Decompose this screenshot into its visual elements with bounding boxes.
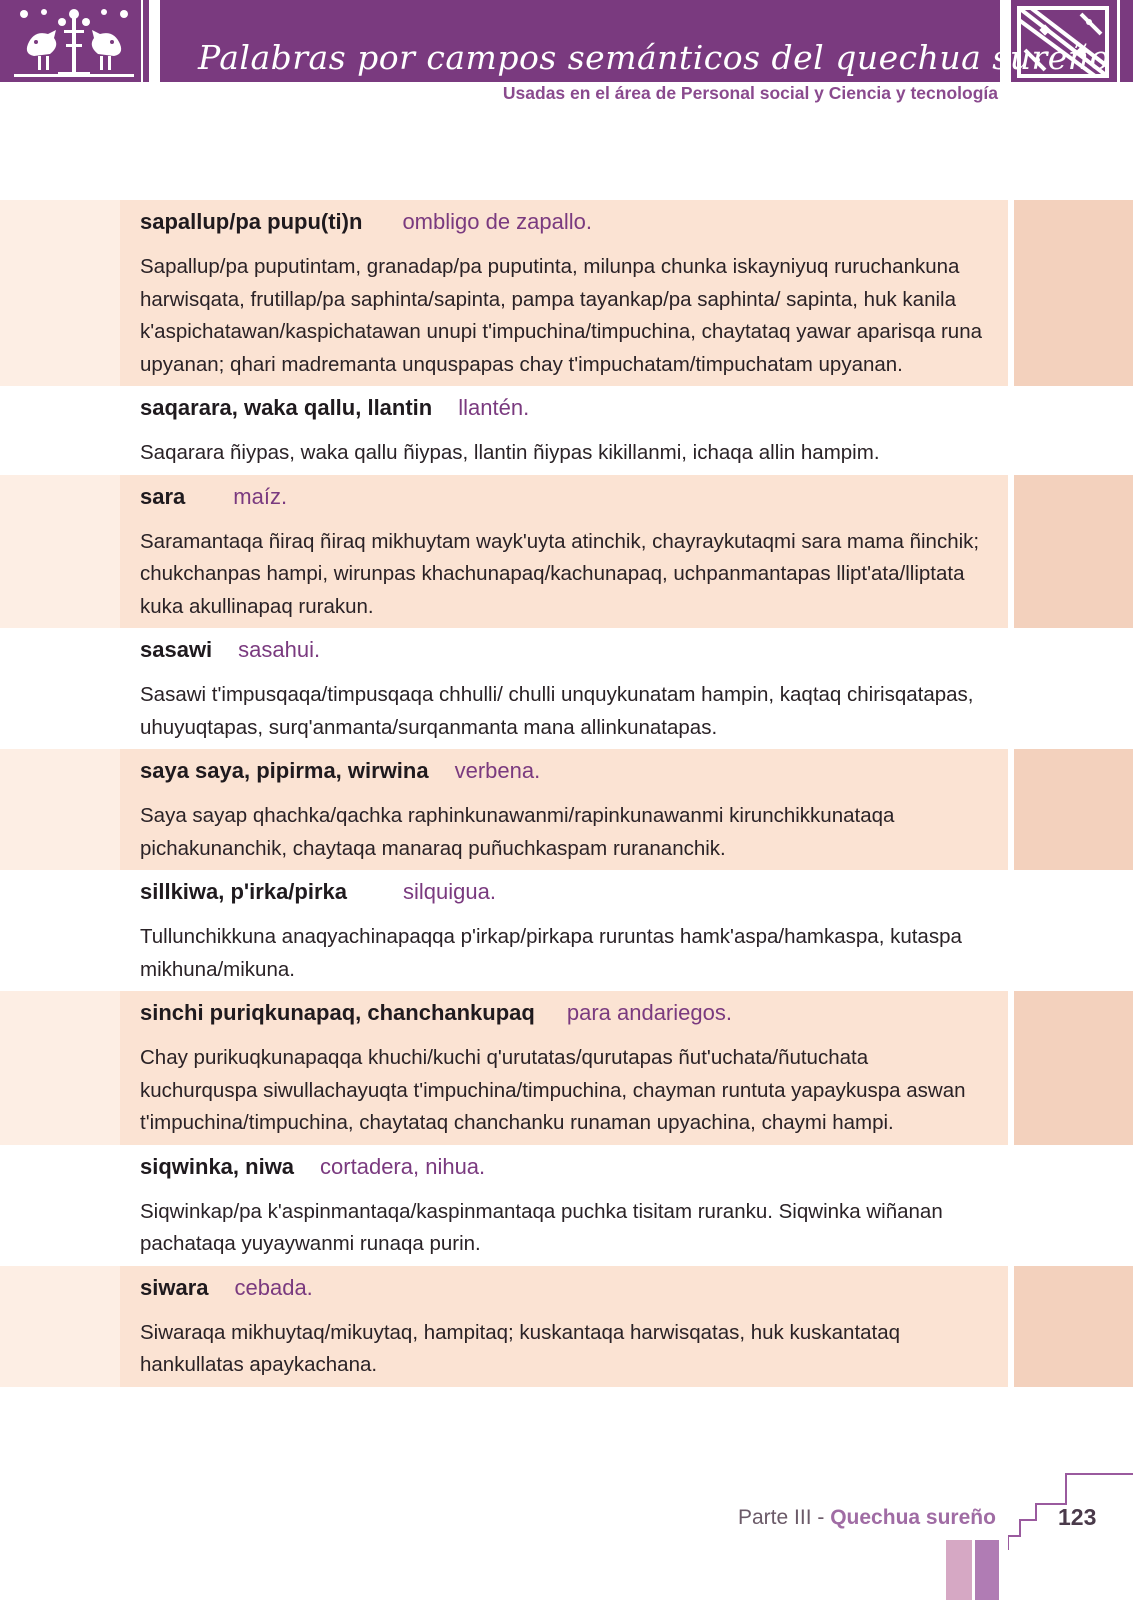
page-number: 123 <box>1058 1504 1097 1530</box>
dictionary-entry <box>0 475 1133 629</box>
entry-translation: ombligo de zapallo. <box>402 209 593 234</box>
footer-bar <box>975 1540 999 1600</box>
footer-part-label <box>738 1506 996 1530</box>
dictionary-entry <box>0 870 1133 991</box>
entry-definition: Siqwinkap/pa k'aspinmantaqa/kaspinmantaqa puchka tisitam ruranku. Siqwinka wiñanan pachataqa yuyaywanmi runaqa purin. <box>140 1199 943 1255</box>
dictionary-entry <box>0 200 1133 386</box>
entry-term: sara <box>140 483 186 509</box>
entry-translation: llantén. <box>458 395 530 420</box>
part-label: Parte III <box>738 1506 812 1529</box>
entry-term: sasawi <box>140 637 213 662</box>
entry-definition: Tullunchikkuna anaqyachinapaqqa p'irkap/pirkapa ruruntas hamk'aspa/hamkaspa, kutaspa mikhuna/mikuna. <box>140 925 962 981</box>
entry-definition: Saqarara ñiypas, waka qallu ñiypas, llantin ñiypas kikillanmi, ichaqa allin hampim. <box>140 441 880 464</box>
entry-definition: Saya sayap qhachka/qachka raphinkunawanmi/rapinkunawanmi kirunchikkunataqa pichakunanchik, chaytaqa manaraq puñuchkaspam rurananchik. <box>140 804 895 860</box>
entry-translation: silquigua. <box>403 879 496 904</box>
page-subtitle: Usadas en el área de Personal social y Ciencia y tecnología <box>502 83 998 103</box>
dictionary-entry <box>0 1266 1133 1387</box>
entry-translation: cortadera, nihua. <box>320 1153 486 1179</box>
entry-term: sillkiwa, p'irka/pirka <box>140 879 348 904</box>
entry-term: siqwinka, niwa <box>140 1153 295 1179</box>
entry-definition: Chay purikuqkunapaqqa khuchi/kuchi q'urutatas/qurutapas ñut'uchata/ñutuchata kuchurquspa siwullachayuqta t'impuchina/timpuchina, chayman runtuta yapaykuspa aswan t'impuchina/timpuchina, chaytataq chanchanku runaman upyachina, chaymi hampi. <box>140 1046 966 1134</box>
page-title: Palabras por campos semánticos del quechua sureño <box>198 38 1110 77</box>
footer-separator: - <box>817 1506 825 1529</box>
birds-tree-motif-icon <box>4 0 144 82</box>
entry-term: siwara <box>140 1274 209 1300</box>
entry-translation: sasahui. <box>238 637 321 662</box>
entry-definition: Siwaraqa mikhuytaq/mikuytaq, hampitaq; kuskantaqa harwisqatas, huk kuskantataq hankullatas apaykachana. <box>140 1320 901 1376</box>
textile-emblem-left <box>4 0 152 82</box>
entry-term: saqarara, waka qallu, llantin <box>140 395 433 420</box>
entry-translation: para andariegos. <box>566 1000 732 1025</box>
entry-definition: Saramantaqa ñiraq ñiraq mikhuytam wayk'uyta atinchik, chayraykutaqmi sara mama ñinchik; chukchanpas hampi, wirunpas khachunapaq/kachunapaq, uchpanmantapas llipt'ata/lliptata kuka akullinapaq rurakun. <box>140 529 980 618</box>
dictionary-entries <box>0 200 1133 1387</box>
entry-translation: verbena. <box>454 758 541 783</box>
entry-translation: cebada. <box>234 1274 313 1300</box>
entry-definition: Sasawi t'impusqaqa/timpusqaqa chhulli/ chulli unquykunatam hampin, kaqtaq chirisqatapas, uhuyuqtapas, surq'anmanta/surqanmanta mana allinkunatapas. <box>140 683 974 739</box>
dictionary-entry <box>0 1145 1133 1266</box>
dictionary-entry <box>0 386 1133 475</box>
entry-term: sinchi puriqkunapaq, chanchankupaq <box>140 1000 535 1025</box>
dictionary-entry <box>0 749 1133 870</box>
dictionary-entry <box>0 628 1133 749</box>
footer-bar <box>946 1540 972 1600</box>
entry-translation: maíz. <box>233 483 288 509</box>
section-label: Quechua sureño <box>830 1506 996 1529</box>
entry-term: saya saya, pipirma, wirwina <box>140 758 429 783</box>
entry-definition: Sapallup/pa puputintam, granadap/pa puputinta, milunpa chunka iskayniyuq ruruchankuna harwisqata, frutillap/pa saphinta/sapinta, pampa tayankap/pa saphinta/ sapinta, huk kanila k'aspichatawan/kaspichatawan unupi t'impuchina/timpuchina, chaytataq yawar aparisqa runa upyanan; qhari madremanta unquspapas chay t'impuchatam/timpuchatam upyanan. <box>140 255 982 376</box>
entry-term: sapallup/pa pupu(ti)n <box>140 209 363 234</box>
dictionary-entry <box>0 991 1133 1145</box>
